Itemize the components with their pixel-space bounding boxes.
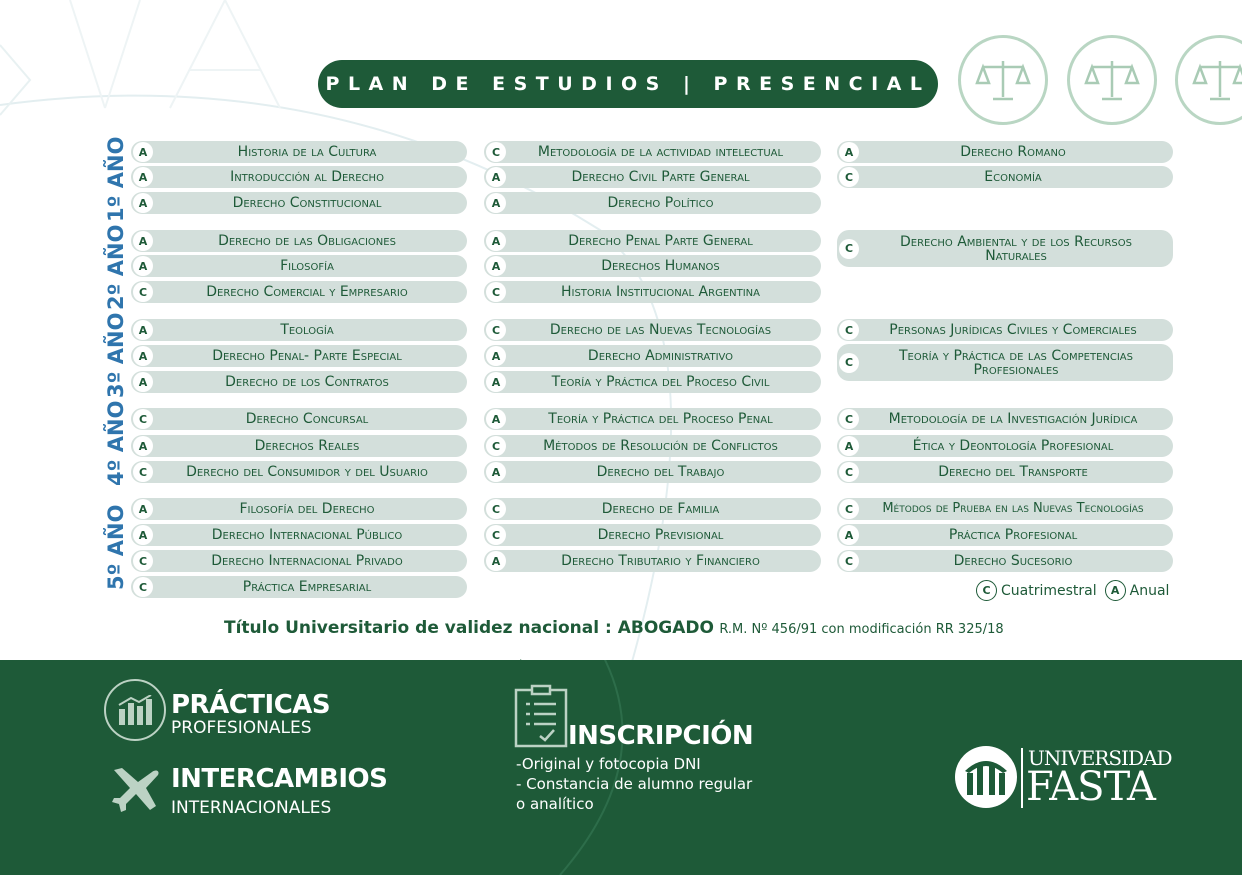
course-name: Métodos de Prueba en las Nuevas Tecnologías (882, 501, 1144, 516)
logo-divider (1021, 748, 1023, 808)
course-name: Derecho Penal Parte General (568, 233, 753, 249)
course-type-badge: A (133, 436, 153, 456)
course-name: Filosofía (280, 258, 334, 274)
course-pill (484, 550, 821, 572)
practicas-title: PRÁCTICAS (171, 690, 331, 720)
intercambios-subtitle: INTERNACIONALES (171, 798, 332, 818)
course-pill (837, 230, 1173, 267)
year-2-label: 2º AÑO (104, 224, 128, 310)
course-type-badge: A (133, 193, 153, 213)
course-pill (484, 498, 821, 520)
course-type-badge: C (133, 577, 153, 597)
course-name: Derecho de las Obligaciones (218, 233, 396, 249)
course-type-badge: A (133, 320, 153, 340)
plan-title: PLAN DE ESTUDIOS | PRESENCIAL (318, 60, 938, 108)
course-name: Teoría y Práctica del Proceso Penal (548, 411, 773, 427)
course-name: Métodos de Resolución de Conflictos (543, 438, 778, 454)
course-name: Personas Jurídicas Civiles y Comerciales (889, 322, 1137, 338)
course-pill (131, 550, 467, 572)
course-type-badge: A (486, 409, 506, 429)
course-type-badge: A (486, 256, 506, 276)
course-name: Derecho Ambiental y de los Recursos Naturales (900, 233, 1132, 264)
year-5-label: 5º AÑO (104, 504, 128, 590)
course-type-badge: A (133, 499, 153, 519)
course-type-badge: C (133, 409, 153, 429)
scales-icon (958, 35, 1048, 125)
course-pill (837, 435, 1173, 457)
course-pill (837, 461, 1173, 483)
course-type-badge: A (839, 525, 859, 545)
course-name: Derecho del Consumidor y del Usuario (186, 464, 428, 480)
course-name: Derecho Administrativo (587, 348, 734, 364)
course-pill (131, 524, 467, 546)
course-name: Derecho Penal- Parte Especial (212, 348, 402, 364)
course-name: Filosofía del Derecho (239, 501, 375, 517)
course-pill (484, 524, 821, 546)
course-type-badge: A (133, 256, 153, 276)
degree-resolution: R.M. Nº 456/91 con modificación RR 325/18 (719, 622, 1004, 637)
course-type-badge: C (839, 167, 859, 187)
course-type-badge: A (133, 346, 153, 366)
course-pill (484, 461, 821, 483)
degree-prefix: Título Universitario de validez nacional : (224, 618, 618, 638)
course-pill (484, 255, 821, 277)
course-name: Historia de la Cultura (237, 144, 377, 160)
course-type-badge: C (486, 142, 506, 162)
course-pill (484, 141, 821, 163)
course-pill (131, 576, 467, 598)
course-type-badge: A (133, 167, 153, 187)
course-type-badge: C (133, 462, 153, 482)
course-type-badge: C (486, 525, 506, 545)
course-pill (131, 371, 467, 393)
course-name: Derecho del Transporte (938, 464, 1088, 480)
course-pill (484, 230, 821, 252)
course-name: Práctica Profesional (948, 527, 1078, 543)
course-pill (837, 524, 1173, 546)
course-name: Derecho Internacional Privado (211, 553, 403, 569)
year-4-label: 4º AÑO (104, 400, 128, 486)
university-crest-icon (955, 746, 1017, 808)
course-name: Derecho Previsional (597, 527, 724, 543)
course-name: Práctica Empresarial (242, 579, 372, 595)
course-name: Derecho Concursal (245, 411, 369, 427)
course-name: Economía (984, 169, 1042, 185)
course-pill (484, 281, 821, 303)
course-pill (484, 345, 821, 367)
course-pill (484, 371, 821, 393)
course-name: Teología (280, 322, 334, 338)
logo-fasta: FASTA (1026, 764, 1155, 810)
inscripcion-line: -Original y fotocopia DNI (516, 755, 701, 773)
course-pill (131, 461, 467, 483)
course-type-badge: C (486, 499, 506, 519)
course-type-badge: C (839, 409, 859, 429)
course-pill (131, 141, 467, 163)
course-pill (131, 345, 467, 367)
course-name: Ética y Deontología Profesional (912, 438, 1114, 454)
course-name: Metodología de la Investigación Jurídica (888, 411, 1138, 427)
course-pill (131, 435, 467, 457)
footer (0, 660, 1242, 875)
course-pill (837, 408, 1173, 430)
course-pill (837, 344, 1173, 381)
course-type-badge: C (839, 353, 859, 373)
course-name: Derecho Romano (960, 144, 1066, 160)
course-name: Introducción al Derecho (230, 169, 384, 185)
degree-title: ABOGADO (617, 618, 714, 638)
course-name: Derecho Político (607, 195, 714, 211)
course-name: Derecho de Familia (601, 501, 720, 517)
course-pill (484, 192, 821, 214)
course-pill (837, 166, 1173, 188)
course-type-badge: A (839, 142, 859, 162)
course-name: Teoría y Práctica de las Competencias Profesionales (898, 347, 1133, 378)
inscripcion-line: - Constancia de alumno regular (516, 775, 753, 793)
course-type-badge: A (486, 551, 506, 571)
course-type-badge: A (486, 462, 506, 482)
course-name: Derechos Reales (254, 438, 360, 454)
legend-a-badge: A (1105, 580, 1126, 601)
course-pill (837, 319, 1173, 341)
course-name: Derecho Constitucional (232, 195, 382, 211)
clipboard-icon (514, 684, 568, 748)
course-pill (131, 498, 467, 520)
course-type-badge: A (133, 372, 153, 392)
course-name: Derecho Civil Parte General (571, 169, 750, 185)
airplane-icon (108, 764, 163, 814)
course-type-badge: A (486, 346, 506, 366)
course-pill (131, 192, 467, 214)
course-type-badge: C (486, 320, 506, 340)
course-pill (837, 498, 1173, 520)
course-type-badge: C (486, 282, 506, 302)
course-type-badge: A (486, 231, 506, 251)
course-pill (131, 166, 467, 188)
practicas-subtitle: PROFESIONALES (171, 718, 312, 738)
course-type-badge: A (133, 525, 153, 545)
course-name: Derecho Comercial y Empresario (206, 284, 408, 300)
course-type-badge: C (839, 551, 859, 571)
course-pill (131, 281, 467, 303)
course-type-badge: C (839, 499, 859, 519)
chart-icon (104, 679, 166, 741)
course-pill (837, 141, 1173, 163)
legend (976, 580, 1169, 601)
degree-line (224, 618, 1124, 638)
course-type-badge: C (133, 282, 153, 302)
course-name: Derecho Sucesorio (953, 553, 1073, 569)
year-3-label: 3º AÑO (104, 312, 128, 398)
course-pill (484, 435, 821, 457)
course-pill (131, 408, 467, 430)
course-type-badge: A (839, 436, 859, 456)
course-name: Derecho de los Contratos (225, 374, 389, 390)
course-name: Metodología de la actividad intelectual (537, 144, 784, 160)
logo-universidad: UNIVERSIDAD (1028, 746, 1172, 770)
course-name: Derecho de las Nuevas Tecnologías (549, 322, 772, 338)
course-type-badge: A (133, 231, 153, 251)
course-pill (484, 408, 821, 430)
course-pill (484, 319, 821, 341)
course-pill (131, 230, 467, 252)
course-type-badge: A (486, 193, 506, 213)
course-type-badge: A (486, 372, 506, 392)
course-type-badge: A (133, 142, 153, 162)
scales-icon (1067, 35, 1157, 125)
course-name: Teoría y Práctica del Proceso Civil (551, 374, 770, 390)
course-type-badge: C (133, 551, 153, 571)
year-1-label: 1º AÑO (104, 136, 128, 222)
legend-c-badge: C (976, 580, 997, 601)
legend-a-label: Anual (1129, 582, 1170, 599)
scales-icon (1175, 35, 1242, 125)
course-name: Derechos Humanos (601, 258, 720, 274)
course-pill (484, 166, 821, 188)
course-pill (837, 550, 1173, 572)
course-name: Historia Institucional Argentina (560, 284, 761, 300)
course-type-badge: C (486, 436, 506, 456)
course-name: Derecho Internacional Público (211, 527, 403, 543)
course-type-badge: C (839, 320, 859, 340)
intercambios-title: INTERCAMBIOS (171, 764, 388, 794)
course-type-badge: A (486, 167, 506, 187)
course-name: Derecho del Trabajo (596, 464, 725, 480)
inscripcion-title: INSCRIPCIÓN (568, 721, 754, 751)
course-pill (131, 255, 467, 277)
inscripcion-line: o analítico (516, 795, 594, 813)
course-name: Derecho Tributario y Financiero (561, 553, 760, 569)
course-type-badge: C (839, 462, 859, 482)
legend-c-label: Cuatrimestral (1001, 582, 1097, 599)
course-pill (131, 319, 467, 341)
course-type-badge: C (839, 239, 859, 259)
